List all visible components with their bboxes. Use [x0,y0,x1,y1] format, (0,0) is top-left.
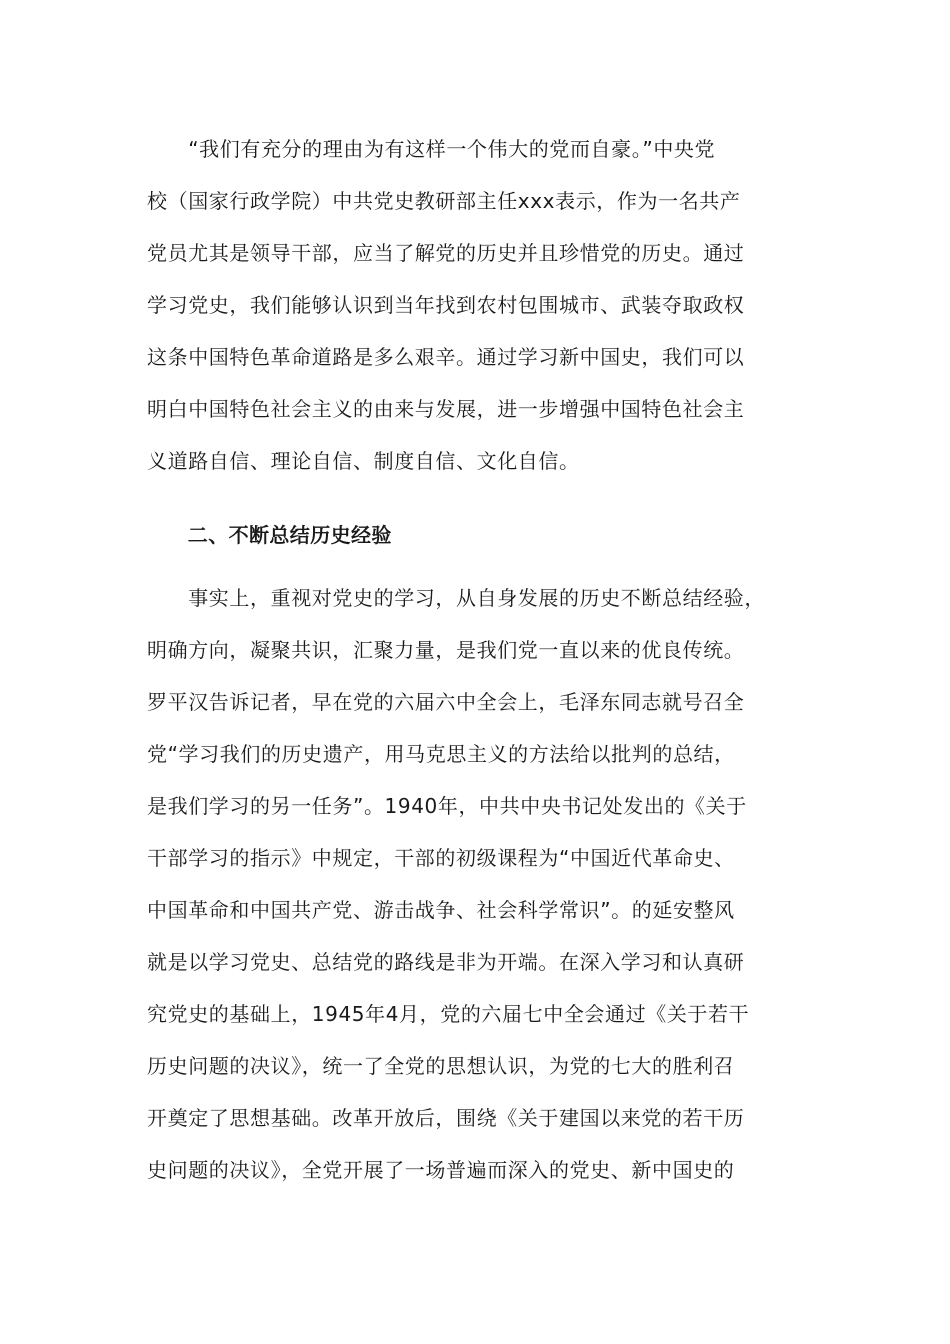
paragraph-line: 明白中国特色社会主义的由来与发展，进一步增强中国特色社会主 [147,397,745,421]
paragraph-line: 就是以学习党史、总结党的路线是非为开端。在深入学习和认真研 [147,950,745,974]
paragraph-line: 明确方向，凝聚共识，汇聚力量，是我们党一直以来的优良传统。 [147,638,745,662]
section-heading: 二、不断总结历史经验 [147,523,392,547]
paragraph-line: 罗平汉告诉记者，早在党的六届六中全会上，毛泽东同志就号召全 [147,690,745,714]
paragraph-line: 历史问题的决议》，统一了全党的思想认识，为党的七大的胜利召 [147,1054,735,1078]
paragraph-line: 学习党史，我们能够认识到当年找到农村包围城市、武装夺取政权 [147,293,745,317]
paragraph-line: 事实上，重视对党史的学习，从自身发展的历史不断总结经验， [147,586,765,610]
paragraph-line: 史问题的决议》，全党开展了一场普遍而深入的党史、新中国史的 [147,1158,735,1182]
paragraph-line: 是我们学习的另一任务”。1940年，中共中央书记处发出的《关于 [147,794,747,818]
paragraph-line: 校（国家行政学院）中共党史教研部主任xxx表示，作为一名共产 [147,189,741,213]
paragraph-line: 干部学习的指示》中规定，干部的初级课程为“中国近代革命史、 [147,846,735,870]
paragraph-line: “我们有充分的理由为有这样一个伟大的党而自豪。”中央党 [147,137,716,161]
paragraph-line: 这条中国特色革命道路是多么艰辛。通过学习新中国史，我们可以 [147,345,745,369]
paragraph-line: 党员尤其是领导干部，应当了解党的历史并且珍惜党的历史。通过 [147,241,745,265]
paragraph-line: 究党史的基础上，1945年4月，党的六届七中全会通过《关于若干 [147,1002,750,1026]
paragraph-line: 义道路自信、理论自信、制度自信、文化自信。 [147,449,580,473]
paragraph-line: 党“学习我们的历史遗产，用马克思主义的方法给以批判的总结， [147,742,735,766]
paragraph-line: 中国革命和中国共产党、游击战争、社会科学常识”。的延安整风 [147,898,735,922]
paragraph-line: 开奠定了思想基础。改革开放后，围绕《关于建国以来党的若干历 [147,1106,745,1130]
